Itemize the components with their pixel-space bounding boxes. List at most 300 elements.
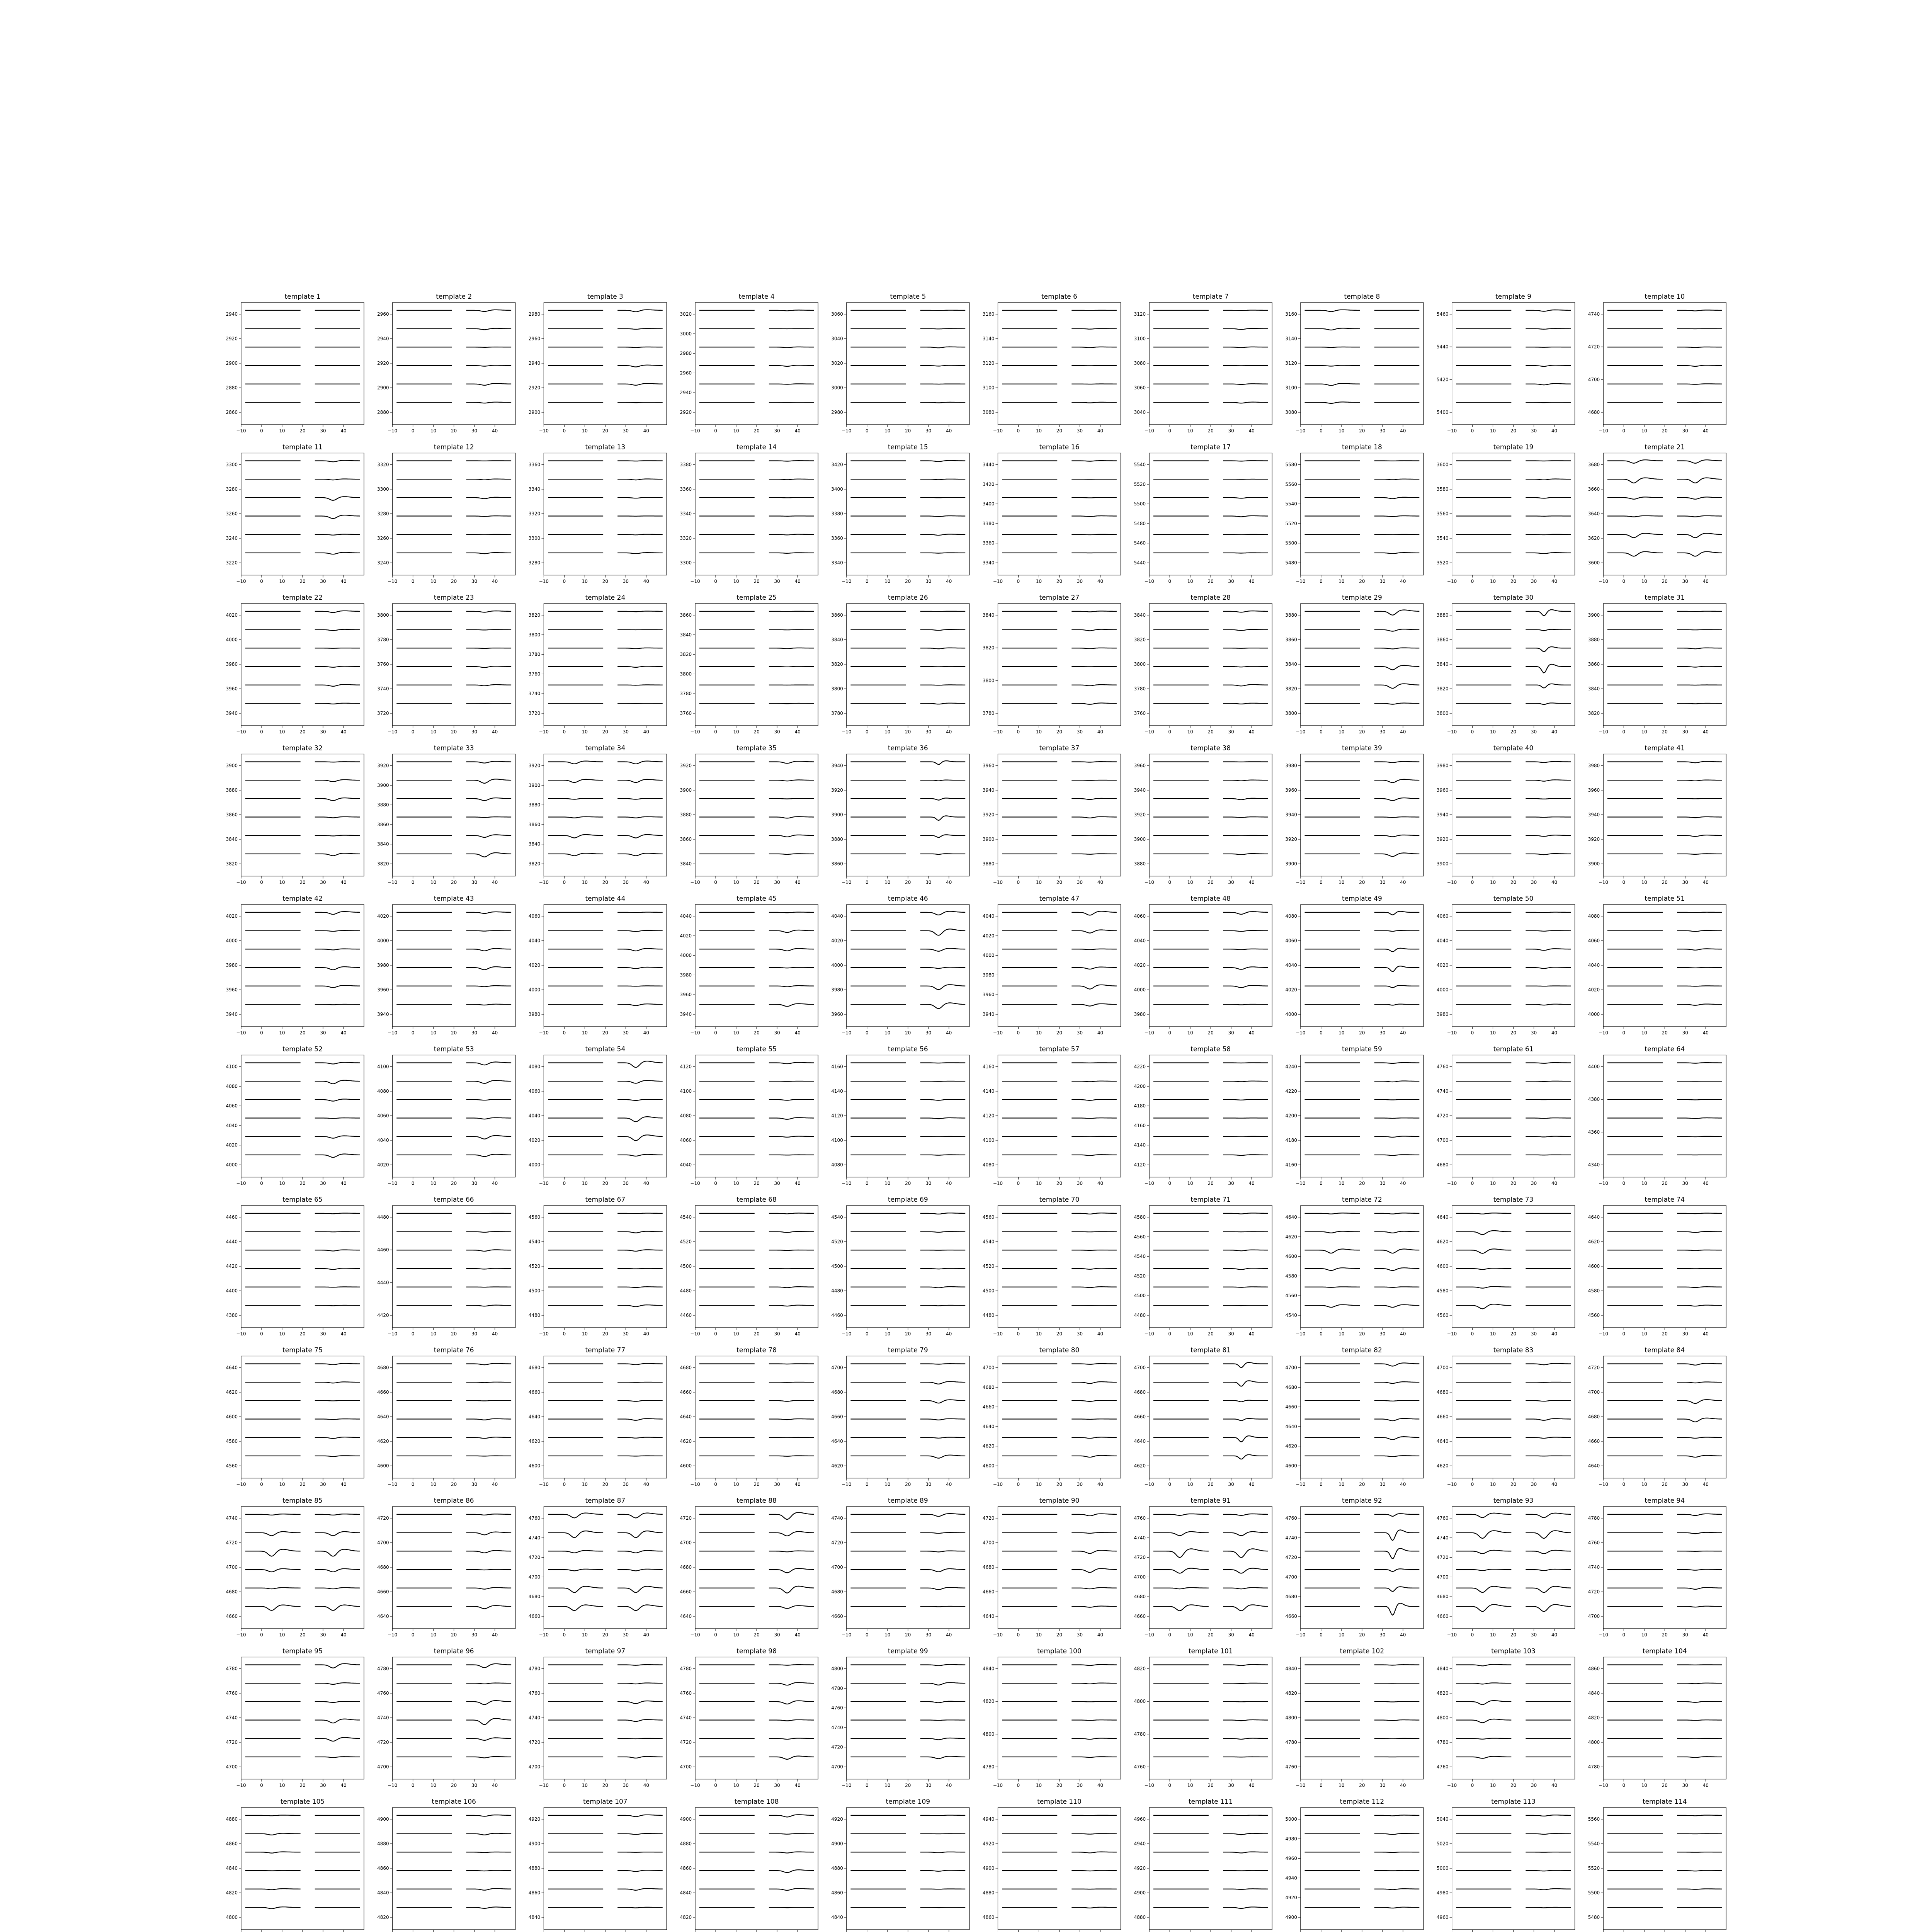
x-tick-label: 20	[753, 1331, 760, 1337]
channel-trace	[466, 1364, 512, 1365]
y-tick-label: 3920	[1437, 837, 1449, 842]
y-tick-label: 4460	[831, 1313, 843, 1318]
channel-trace	[1223, 1400, 1268, 1402]
x-tick-label: 40	[1551, 1481, 1558, 1487]
x-tick-label: 20	[451, 428, 457, 434]
y-tick-label: 4640	[528, 1414, 541, 1420]
y-tick-label: 4820	[680, 1915, 692, 1920]
channel-trace	[920, 1419, 966, 1420]
y-tick-label: 4660	[1285, 1404, 1297, 1410]
panel-frame	[1452, 905, 1575, 1027]
channel-trace	[315, 1549, 360, 1556]
y-tick-label: 4100	[982, 1138, 995, 1143]
panel-frame	[241, 1808, 364, 1930]
y-tick-label: 4760	[1285, 1764, 1297, 1770]
y-tick-label: 4040	[377, 1138, 389, 1143]
x-tick-label: 0	[714, 578, 717, 584]
panel-frame	[695, 754, 818, 876]
panel-title: template 87	[585, 1497, 626, 1505]
channel-trace	[315, 703, 360, 704]
channel-trace	[1677, 1382, 1722, 1383]
x-tick-label: 0	[865, 428, 869, 434]
panel-frame	[847, 1206, 969, 1328]
x-tick-label: 10	[884, 1030, 891, 1036]
channel-trace	[1526, 1550, 1571, 1554]
panel-title: template 69	[888, 1196, 928, 1204]
channel-trace	[1456, 1665, 1511, 1666]
panel-frame	[1603, 604, 1726, 726]
y-tick-label: 4660	[377, 1589, 389, 1595]
channel-trace	[1223, 1436, 1268, 1442]
x-tick-label: 10	[1641, 1481, 1647, 1487]
y-tick-label: 2980	[831, 410, 843, 415]
panel-frame	[1603, 905, 1726, 1027]
y-tick-label: 3940	[1134, 787, 1146, 793]
x-tick-label: 10	[1641, 1632, 1647, 1638]
y-tick-label: 3400	[982, 501, 995, 507]
panel-frame	[695, 1657, 818, 1779]
channel-trace	[1677, 817, 1722, 818]
x-tick-label: −10	[388, 1481, 398, 1487]
y-tick-label: 4680	[1588, 410, 1600, 415]
y-tick-label: 4060	[377, 1113, 389, 1119]
panel-frame	[998, 1055, 1121, 1177]
x-tick-label: 30	[1228, 428, 1234, 434]
x-tick-label: 40	[1248, 1632, 1255, 1638]
channel-trace	[466, 516, 512, 517]
x-tick-label: 30	[1228, 729, 1234, 735]
channel-trace	[1223, 310, 1268, 311]
channel-trace	[920, 310, 966, 311]
panel-title: template 49	[1342, 895, 1382, 903]
channel-trace	[466, 1701, 512, 1704]
channel-trace	[1071, 780, 1117, 781]
channel-trace	[1223, 497, 1268, 498]
channel-trace	[245, 1605, 301, 1611]
channel-trace	[920, 1099, 966, 1100]
panel-title: template 51	[1645, 895, 1685, 903]
x-tick-label: 10	[1338, 578, 1345, 584]
y-tick-label: 4740	[1437, 1535, 1449, 1541]
panel-title: template 1	[284, 293, 321, 301]
channel-trace	[920, 1569, 966, 1572]
x-tick-label: 40	[643, 1481, 650, 1487]
x-tick-label: 20	[1510, 428, 1517, 434]
channel-trace	[617, 1250, 663, 1251]
y-tick-label: 4880	[226, 1816, 238, 1822]
panel-7	[1134, 293, 1272, 434]
x-tick-label: 30	[1531, 1180, 1537, 1186]
y-tick-label: 4700	[831, 1565, 843, 1570]
panel-frame	[241, 1507, 364, 1629]
y-tick-label: 4220	[1285, 1088, 1297, 1094]
panel-26	[983, 594, 1121, 735]
panel-frame	[847, 1055, 969, 1177]
channel-trace	[1071, 1514, 1117, 1516]
channel-trace	[1677, 1683, 1722, 1684]
channel-trace	[1526, 365, 1571, 366]
panel-title: template 94	[1645, 1497, 1685, 1505]
channel-trace	[1071, 1833, 1117, 1834]
y-tick-label: 3560	[1437, 511, 1449, 517]
x-tick-label: 30	[1228, 1030, 1234, 1036]
channel-trace	[617, 1231, 663, 1233]
y-tick-label: 4000	[528, 987, 541, 993]
y-tick-label: 4540	[528, 1239, 541, 1245]
panel-frame	[1603, 1507, 1726, 1629]
x-tick-label: 0	[260, 428, 263, 434]
x-tick-label: 0	[1017, 578, 1020, 584]
panel-title: template 112	[1340, 1798, 1384, 1806]
x-tick-label: −10	[1144, 1782, 1154, 1788]
channel-trace	[1071, 516, 1117, 517]
x-tick-label: 30	[1077, 1180, 1083, 1186]
channel-trace	[548, 1569, 603, 1571]
y-tick-label: 3860	[528, 821, 541, 827]
panel-70	[1588, 1196, 1726, 1337]
channel-trace	[1071, 930, 1117, 933]
y-tick-label: 4860	[377, 1866, 389, 1871]
panel-frame	[1603, 1356, 1726, 1478]
panel-40	[1588, 745, 1726, 885]
y-tick-label: 4580	[1285, 1273, 1297, 1279]
panel-81	[226, 1497, 364, 1638]
x-tick-label: 40	[1702, 1180, 1709, 1186]
y-tick-label: 3800	[377, 612, 389, 618]
panel-57	[1134, 1046, 1272, 1186]
y-tick-label: 4700	[680, 1540, 692, 1546]
x-tick-label: 10	[1338, 1481, 1345, 1487]
channel-trace	[1526, 402, 1571, 403]
channel-trace	[315, 497, 360, 500]
channel-trace	[1223, 1738, 1268, 1740]
y-tick-label: 4020	[528, 1138, 541, 1143]
x-tick-label: 10	[1187, 1331, 1193, 1337]
y-tick-label: 4660	[680, 1589, 692, 1595]
y-tick-label: 4500	[831, 1264, 843, 1269]
x-tick-label: −10	[388, 1030, 398, 1036]
channel-trace	[1456, 1550, 1511, 1554]
panel-title: template 71	[1190, 1196, 1231, 1204]
channel-trace	[245, 1833, 301, 1835]
x-tick-label: 30	[1682, 729, 1688, 735]
channel-trace	[1374, 497, 1420, 499]
x-tick-label: 40	[1097, 879, 1104, 885]
y-tick-label: 3340	[680, 511, 692, 517]
panel-15	[831, 444, 969, 584]
x-tick-label: 30	[471, 1180, 478, 1186]
channel-trace	[1677, 648, 1722, 649]
channel-trace	[769, 1419, 814, 1420]
y-tick-label: 4900	[528, 1841, 541, 1847]
channel-trace	[1677, 460, 1722, 463]
y-tick-label: 4880	[831, 1866, 843, 1871]
panel-frame	[1301, 1055, 1423, 1177]
x-tick-label: 20	[602, 729, 609, 735]
channel-trace	[617, 1586, 663, 1592]
channel-trace	[315, 1569, 360, 1572]
y-tick-label: 4680	[831, 1389, 843, 1395]
channel-trace	[315, 1532, 360, 1536]
panel-frame	[998, 1356, 1121, 1478]
y-tick-label: 4740	[226, 1715, 238, 1721]
x-tick-label: 30	[1682, 578, 1688, 584]
y-tick-label: 3820	[528, 612, 541, 618]
channel-trace	[920, 402, 966, 403]
channel-trace	[1223, 967, 1268, 969]
x-tick-label: 30	[925, 1632, 932, 1638]
panel-frame	[1301, 604, 1423, 726]
y-tick-label: 4860	[226, 1841, 238, 1847]
channel-trace	[245, 1514, 301, 1515]
y-tick-label: 3900	[1437, 861, 1449, 867]
x-tick-label: 0	[865, 1782, 869, 1788]
y-tick-label: 3900	[1588, 612, 1600, 618]
channel-trace	[920, 1683, 966, 1685]
panel-title: template 107	[583, 1798, 628, 1806]
x-tick-label: 20	[1056, 1331, 1063, 1337]
y-tick-label: 4160	[831, 1064, 843, 1070]
y-tick-label: 4820	[1588, 1715, 1600, 1721]
y-tick-label: 4580	[1437, 1288, 1449, 1294]
y-tick-label: 3320	[528, 511, 541, 517]
channel-trace	[1526, 310, 1571, 311]
panel-48	[1285, 895, 1423, 1036]
x-tick-label: 0	[563, 879, 566, 885]
channel-trace	[1071, 402, 1117, 403]
panel-21	[226, 594, 364, 735]
x-tick-label: 30	[320, 729, 326, 735]
x-tick-label: 10	[279, 1782, 285, 1788]
y-tick-label: 4920	[528, 1816, 541, 1822]
panel-title: template 77	[585, 1346, 626, 1354]
channel-trace	[769, 1586, 814, 1593]
y-tick-label: 4720	[680, 1515, 692, 1521]
y-tick-label: 3900	[1285, 861, 1297, 867]
channel-trace	[466, 1004, 512, 1005]
y-tick-label: 3840	[680, 861, 692, 867]
panel-title: template 96	[434, 1647, 474, 1655]
x-tick-label: 0	[1471, 879, 1474, 885]
x-tick-label: 40	[1248, 428, 1255, 434]
y-tick-label: 3100	[1134, 336, 1146, 342]
channel-trace	[1374, 1815, 1420, 1816]
x-tick-label: 0	[1320, 729, 1323, 735]
x-tick-label: 20	[1510, 1632, 1517, 1638]
channel-trace	[548, 1551, 603, 1553]
y-tick-label: 4060	[1134, 913, 1146, 919]
x-tick-label: 20	[1359, 1180, 1365, 1186]
channel-trace	[617, 949, 663, 951]
channel-trace	[1677, 1815, 1722, 1816]
x-tick-label: 0	[865, 729, 869, 735]
channel-trace	[617, 1701, 663, 1704]
y-tick-label: 4560	[982, 1214, 995, 1220]
x-tick-label: 20	[905, 729, 911, 735]
x-tick-label: 0	[714, 1030, 717, 1036]
y-tick-label: 4160	[1285, 1162, 1297, 1168]
y-tick-label: 5020	[1437, 1841, 1449, 1847]
channel-trace	[1526, 1418, 1571, 1420]
x-tick-label: −10	[1598, 1331, 1608, 1337]
x-tick-label: 0	[1168, 1481, 1172, 1487]
x-tick-label: 30	[1228, 1632, 1234, 1638]
x-tick-label: −10	[1447, 428, 1457, 434]
x-tick-label: 40	[1248, 879, 1255, 885]
x-tick-label: 0	[411, 1331, 415, 1337]
channel-trace	[1223, 516, 1268, 517]
x-tick-label: 10	[430, 578, 437, 584]
y-tick-label: 5420	[1437, 377, 1449, 383]
channel-trace	[466, 1437, 512, 1438]
panel-title: template 89	[888, 1497, 928, 1505]
x-tick-label: 30	[622, 428, 629, 434]
x-tick-label: 40	[794, 1481, 801, 1487]
channel-trace	[769, 1852, 814, 1853]
x-tick-label: 0	[1471, 1481, 1474, 1487]
channel-trace	[769, 835, 814, 837]
panel-title: template 11	[282, 443, 323, 451]
channel-trace	[1526, 930, 1571, 931]
y-tick-label: 3800	[982, 678, 995, 684]
x-tick-label: 0	[411, 1481, 415, 1487]
x-tick-label: −10	[388, 578, 398, 584]
channel-trace	[1374, 1514, 1420, 1516]
channel-trace	[1223, 1514, 1268, 1515]
x-tick-label: −10	[1598, 428, 1608, 434]
channel-trace	[617, 1889, 663, 1890]
x-tick-label: 20	[1359, 1331, 1365, 1337]
x-tick-label: 10	[733, 1782, 739, 1788]
x-tick-label: 0	[714, 1331, 717, 1337]
channel-trace	[920, 761, 966, 764]
panel-104	[680, 1798, 818, 1932]
x-tick-label: 20	[1359, 428, 1365, 434]
y-tick-label: 3760	[377, 662, 389, 667]
panel-82	[377, 1497, 515, 1638]
y-tick-label: 4100	[226, 1064, 238, 1070]
x-tick-label: 0	[260, 1030, 263, 1036]
x-tick-label: 40	[492, 1632, 498, 1638]
channel-trace	[1526, 854, 1571, 855]
x-tick-label: 0	[714, 1632, 717, 1638]
y-tick-label: 4700	[1134, 1365, 1146, 1371]
channel-trace	[1456, 1757, 1511, 1759]
y-tick-label: 4600	[528, 1463, 541, 1469]
y-tick-label: 3940	[1588, 812, 1600, 818]
x-tick-label: 10	[1641, 1030, 1647, 1036]
y-tick-label: 4080	[377, 1088, 389, 1094]
x-tick-label: 20	[1359, 879, 1365, 885]
x-tick-label: 10	[1641, 428, 1647, 434]
y-tick-label: 3920	[528, 763, 541, 769]
y-tick-label: 3860	[831, 861, 843, 867]
y-tick-label: 3900	[1588, 861, 1600, 867]
channel-trace	[466, 1907, 512, 1908]
channel-trace	[1526, 553, 1571, 554]
y-tick-label: 2940	[528, 361, 541, 366]
y-tick-label: 3860	[377, 821, 389, 827]
channel-trace	[1071, 949, 1117, 950]
x-tick-label: 10	[279, 729, 285, 735]
x-tick-label: 30	[925, 1782, 932, 1788]
channel-trace	[1526, 762, 1571, 763]
y-tick-label: 4040	[226, 1122, 238, 1128]
panel-title: template 68	[736, 1196, 777, 1204]
channel-trace	[1374, 610, 1420, 615]
y-tick-label: 4000	[982, 952, 995, 958]
x-tick-label: 20	[1662, 578, 1668, 584]
x-tick-label: 20	[1359, 1481, 1365, 1487]
panel-61	[226, 1196, 364, 1337]
x-tick-label: 10	[430, 1632, 437, 1638]
y-tick-label: 3680	[1588, 462, 1600, 468]
panel-title: template 33	[434, 744, 474, 752]
x-tick-label: 10	[1036, 1331, 1042, 1337]
channel-trace	[1374, 1569, 1420, 1571]
channel-trace	[617, 703, 663, 704]
y-tick-label: 4000	[831, 963, 843, 968]
y-tick-label: 3940	[982, 787, 995, 793]
channel-trace	[1607, 533, 1663, 537]
channel-trace	[1305, 328, 1360, 330]
x-tick-label: −10	[842, 578, 852, 584]
x-tick-label: 10	[884, 879, 891, 885]
channel-trace	[1374, 648, 1420, 649]
y-tick-label: 4720	[528, 1554, 541, 1560]
panel-frame	[393, 1356, 515, 1478]
panel-title: template 113	[1491, 1798, 1536, 1806]
channel-trace	[548, 761, 603, 764]
x-tick-label: 20	[1510, 1030, 1517, 1036]
panel-title: template 46	[888, 895, 928, 903]
x-tick-label: −10	[539, 1782, 549, 1788]
channel-trace	[1305, 310, 1360, 312]
x-tick-label: 10	[430, 428, 437, 434]
y-tick-label: 3920	[1588, 837, 1600, 842]
channel-trace	[466, 1419, 512, 1420]
x-tick-label: 30	[774, 428, 780, 434]
x-tick-label: 20	[602, 1782, 609, 1788]
y-tick-label: 4800	[982, 1731, 995, 1737]
channel-trace	[245, 1532, 301, 1536]
y-tick-label: 4740	[680, 1715, 692, 1721]
y-tick-label: 2960	[680, 370, 692, 376]
x-tick-label: 10	[1187, 1782, 1193, 1788]
channel-trace	[466, 798, 512, 801]
y-tick-label: 3920	[982, 812, 995, 818]
x-tick-label: 10	[1338, 879, 1345, 885]
x-tick-label: 10	[1036, 1030, 1042, 1036]
y-tick-label: 4680	[226, 1589, 238, 1595]
channel-trace	[617, 365, 663, 367]
x-tick-label: 0	[563, 578, 566, 584]
x-tick-label: −10	[1296, 1331, 1306, 1337]
panel-title: template 31	[1645, 594, 1685, 602]
y-tick-label: 3420	[831, 462, 843, 468]
channel-trace	[1071, 1550, 1117, 1553]
y-tick-label: 4540	[982, 1239, 995, 1245]
channel-trace	[466, 328, 512, 330]
channel-trace	[1223, 1418, 1268, 1421]
panel-title: template 42	[282, 895, 323, 903]
y-tick-label: 4200	[1134, 1083, 1146, 1089]
channel-trace	[1456, 1738, 1511, 1739]
x-tick-label: 30	[1531, 1030, 1537, 1036]
channel-trace	[1305, 383, 1360, 385]
y-tick-label: 4720	[226, 1540, 238, 1546]
channel-trace	[769, 1605, 814, 1608]
